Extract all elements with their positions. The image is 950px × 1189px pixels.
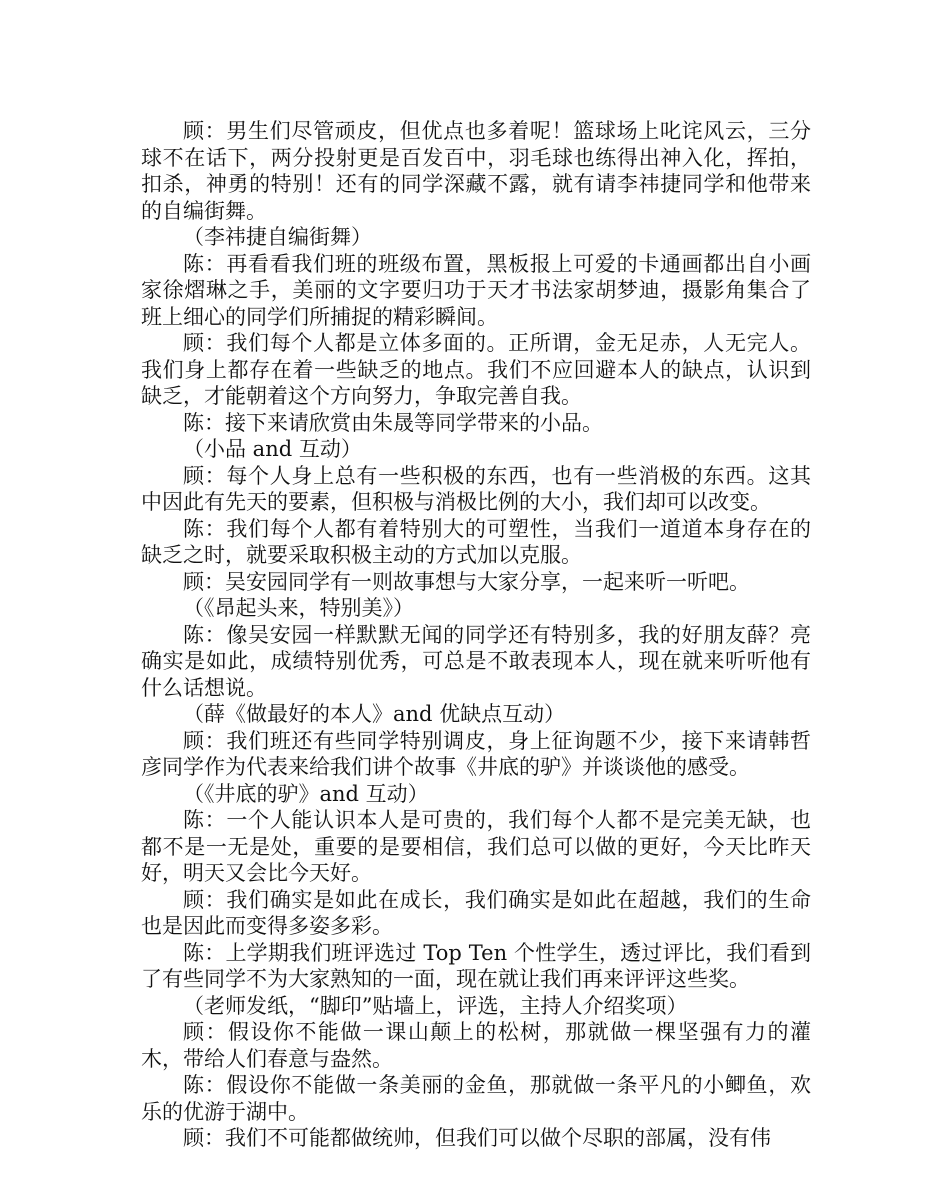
paragraph: 顾：我们不可能都做统帅，但我们可以做个尽职的部属，没有伟 [183,1126,771,1150]
paragraph: 陈：上学期我们班评选过 Top Ten 个性学生，透过评比，我们看到了有些同学不为大家熟知的一面，现在就让我们再来评评这些奖。 [141,940,811,991]
stage-direction: （薛《做最好的本人》and 优缺点互动） [183,702,566,726]
paragraph: 顾：每个人身上总有一些积极的东西，也有一些消极的东西。这其中因此有先天的要素，但积极与消极比例的大小，我们却可以改变。 [141,463,811,514]
paragraph: 顾：假设你不能做一课山颠上的松树，那就做一棵坚强有力的灌木，带给人们春意与盎然。 [141,1020,811,1071]
paragraph: 顾：我们每个人都是立体多面的。正所谓，金无足赤，人无完人。我们身上都存在着一些缺乏的地点。我们不应回避本人的缺点，认识到缺乏，才能朝着这个方向努力，争取完善自我。 [141,331,811,408]
paragraph: 陈：一个人能认识本人是可贵的，我们每个人都不是完美无缺，也都不是一无是处，重要的是要相信，我们总可以做的更好，今天比昨天好，明天又会比今天好。 [141,808,811,885]
stage-direction: （《井底的驴》and 互动） [183,781,429,806]
paragraph: 陈：我们每个人都有着特别大的可塑性，当我们一道道本身存在的缺乏之时，就要采取积极主动的方式加以克服。 [141,516,811,567]
paragraph: 顾：我们班还有些同学特别调皮，身上征询题不少，接下来请韩哲彦同学作为代表来给我们讲个故事《井底的驴》并谈谈他的感受。 [141,728,811,779]
stage-direction: （老师发纸，“脚印”贴墙上，评选，主持人介绍奖项） [183,993,688,1018]
paragraph: 顾：男生们尽管顽皮，但优点也多着呢！篮球场上叱诧风云，三分球不在话下，两分投射更是百发百中，羽毛球也练得出神入化，挥拍，扣杀，神勇的特别！还有的同学深藏不露，就有请李祎捷同学和他带来的自编街舞。 [141,119,811,223]
paragraph: 陈：再看看我们班的班级布置，黑板报上可爱的卡通画都出自小画家徐熠琳之手，美丽的文字要归功于天才书法家胡梦迪，摄影角集合了班上细心的同学们所捕捉的精彩瞬间。 [141,251,811,329]
paragraph: 顾：吴安园同学有一则故事想与大家分享，一起来听一听吧。 [183,569,750,594]
paragraph: 陈：接下来请欣赏由朱晟等同学带来的小品。 [183,410,603,435]
paragraph: 陈：假设你不能做一条美丽的金鱼，那就做一条平凡的小鲫鱼，欢乐的优游于湖中。 [141,1073,811,1124]
paragraph: 顾：我们确实是如此在成长，我们确实是如此在超越，我们的生命也是因此而变得多姿多彩。 [141,887,811,938]
stage-direction: （《昂起头来，特别美》） [183,596,414,620]
stage-direction: （小品 and 互动） [183,437,362,461]
paragraph: 陈：像吴安园一样默默无闻的同学还有特别多，我的好朋友薛？亮确实是如此，成绩特别优秀，可总是不敢表现本人，现在就来听听他有什么话想说。 [141,622,811,700]
document-page [141,118,811,1152]
stage-direction: （李祎捷自编街舞） [183,225,372,249]
